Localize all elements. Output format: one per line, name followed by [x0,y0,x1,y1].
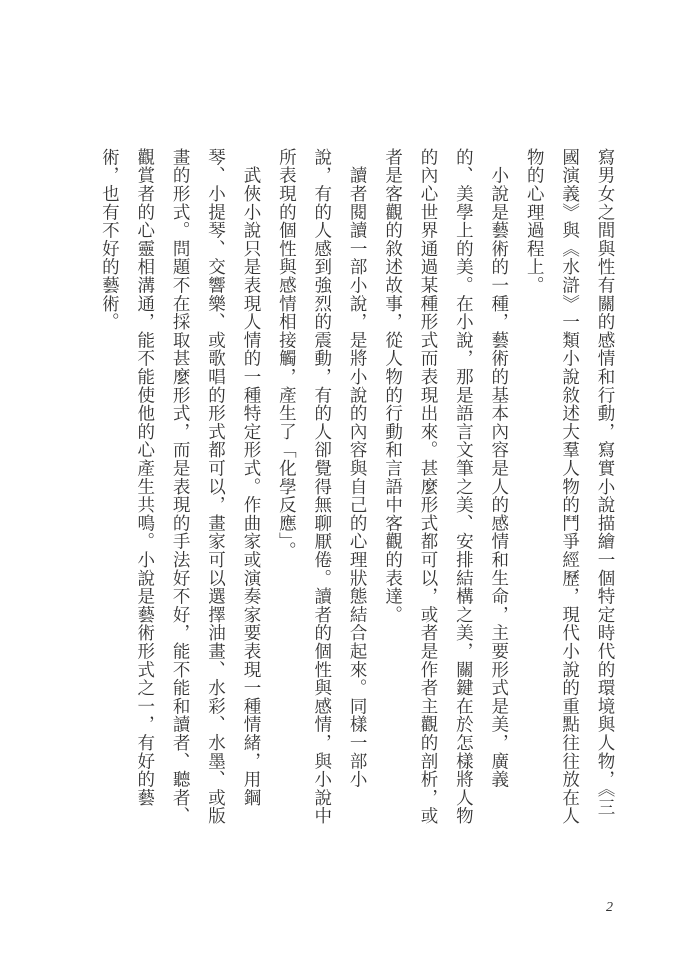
text-column-13: 畫的形式。問題不在採取甚麼形式，而是表現的手法好不好，能不能和讀者、聽者、 [170,148,191,826]
text-column-3: 物的心理過程上。 [524,148,545,295]
text-column-10: 所表現的個性與感情相接觸，產生了「化學反應」。 [276,148,297,561]
text-column-2: 國演義》與《水滸》一類小說敘述大羣人物的鬥爭經歷，現代小說的重點往往放在人 [559,148,580,826]
text-column-15: 術，也有不好的藝術。 [99,148,120,331]
text-column-8: 讀者閱讀一部小說，是將小說的內容與自己的心理狀態結合起來。同樣一部小 [347,148,368,789]
text-column-11: 武俠小說只是表現人情的一種特定形式。作曲家或演奏家要表現一種情緒，用鋼 [240,148,261,807]
text-column-4: 小說是藝術的一種，藝術的基本內容是人的感情和生命，主要形式是美，廣義 [488,148,509,789]
text-column-6: 的內心世界通過某種形式而表現出來。甚麼形式都可以，或者是作者主觀的剖析，或 [417,148,438,826]
page-number: 2 [606,900,613,915]
text-column-12: 琴、小提琴、交響樂、或歌唱的形式都可以，畫家可以選擇油畫、水彩、水墨、或版 [205,148,226,826]
text-column-9: 說，有的人感到強烈的震動，有的人卻覺得無聊厭倦。讀者的個性與感情，與小說中 [311,148,332,826]
text-column-7: 者是客觀的敘述故事，從人物的行動和言語中客觀的表達。 [382,148,403,624]
text-column-14: 觀賞者的心靈相溝通，能不能使他的心產生共鳴。小說是藝術形式之一，有好的藝 [134,148,155,807]
text-column-1: 寫男女之間與性有關的感情和行動，寫實小說描繪一個特定時代的環境與人物，《三 [595,148,615,817]
vertical-text-body [91,148,622,848]
text-column-5: 的、美學上的美。在小說，那是語言文筆之美、安排結構之美，關鍵在於怎樣將人物 [453,148,474,826]
